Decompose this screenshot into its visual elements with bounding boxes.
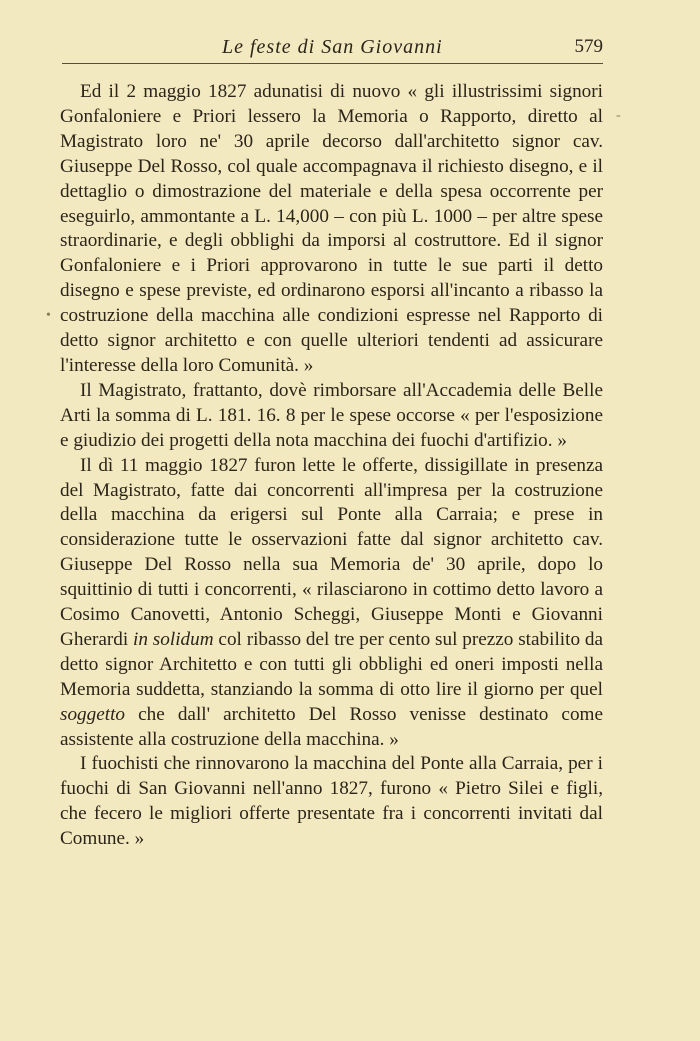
body-text — [60, 80, 603, 852]
paragraph: Il dì 11 maggio 1827 furon lette le offerte, dissigillate in presenza del Magistrato, fatte dai concorrenti all'impresa per la costruzione della macchina da erigersi sul Ponte alla Carraia; e prese in considerazione tutte le osservazioni fatte dal signor architetto cav. Giuseppe Del Rosso nella sua Memoria de' 30 aprile, dopo lo squittinio di tutti i concorrenti, « rilasciarono in cottimo detto lavoro a Cosimo Canovetti, Antonio Scheggi, Giuseppe Monti e Giovanni Gherardi in solidum col ribasso del tre per cento sul prezzo stabilito da detto signor Architetto e con tutti gli obblighi ed oneri imposti nella Memoria suddetta, stanziando la somma di otto lire il giorno per quel soggetto che dall' architetto Del Rosso venisse destinato come assistente alla costruzione della macchina. » — [60, 454, 603, 750]
paragraph: Il Magistrato, frattanto, dovè rimborsare all'Accademia delle Belle Arti la somma di L. 181. 16. 8 per le spese occorse « per l'esposizione e giudizio dei progetti della nota macchina dei fuochi d'artifizio. » — [60, 379, 603, 451]
paragraph: I fuochisti che rinnovarono la macchina del Ponte alla Carraia, per i fuochi di San Giovanni nell'anno 1827, furono « Pietro Silei e figli, che fecero le migliori offerte presentate fra i concorrenti invitati dal Comune. » — [60, 753, 603, 850]
running-title: Le feste di San Giovanni — [222, 36, 443, 58]
running-header — [62, 36, 603, 66]
margin-mark: • — [46, 308, 51, 323]
header-rule — [62, 63, 603, 64]
margin-mark: - — [616, 108, 621, 123]
paragraph: Ed il 2 maggio 1827 adunatisi di nuovo « gli illustrissimi signori Gonfaloniere e Priori lessero la Memoria o Rapporto, diretto al Magistrato loro ne' 30 aprile decorso dall'architetto signor cav. Giuseppe Del Rosso, col quale accompagnava il richiesto disegno, e il dettaglio o dimostrazione del materiale e della spesa occorrente per eseguirlo, ammontante a L. 14,000 – con più L. 1000 – per altre spese straordinarie, e degli obblighi da imporsi al costruttore. Ed il signor Gonfaloniere e i Priori approvarono in tutte le sue parti il detto disegno e spese previste, ed ordinarono esporsi all'incanto a ribasso la costruzione della macchina alle condizioni espresse nel Rapporto di detto signor architetto e con quelle ulteriori tendenti ad assicurare l'interesse della loro Comunità. » — [60, 81, 603, 376]
page-number: 579 — [574, 36, 603, 57]
